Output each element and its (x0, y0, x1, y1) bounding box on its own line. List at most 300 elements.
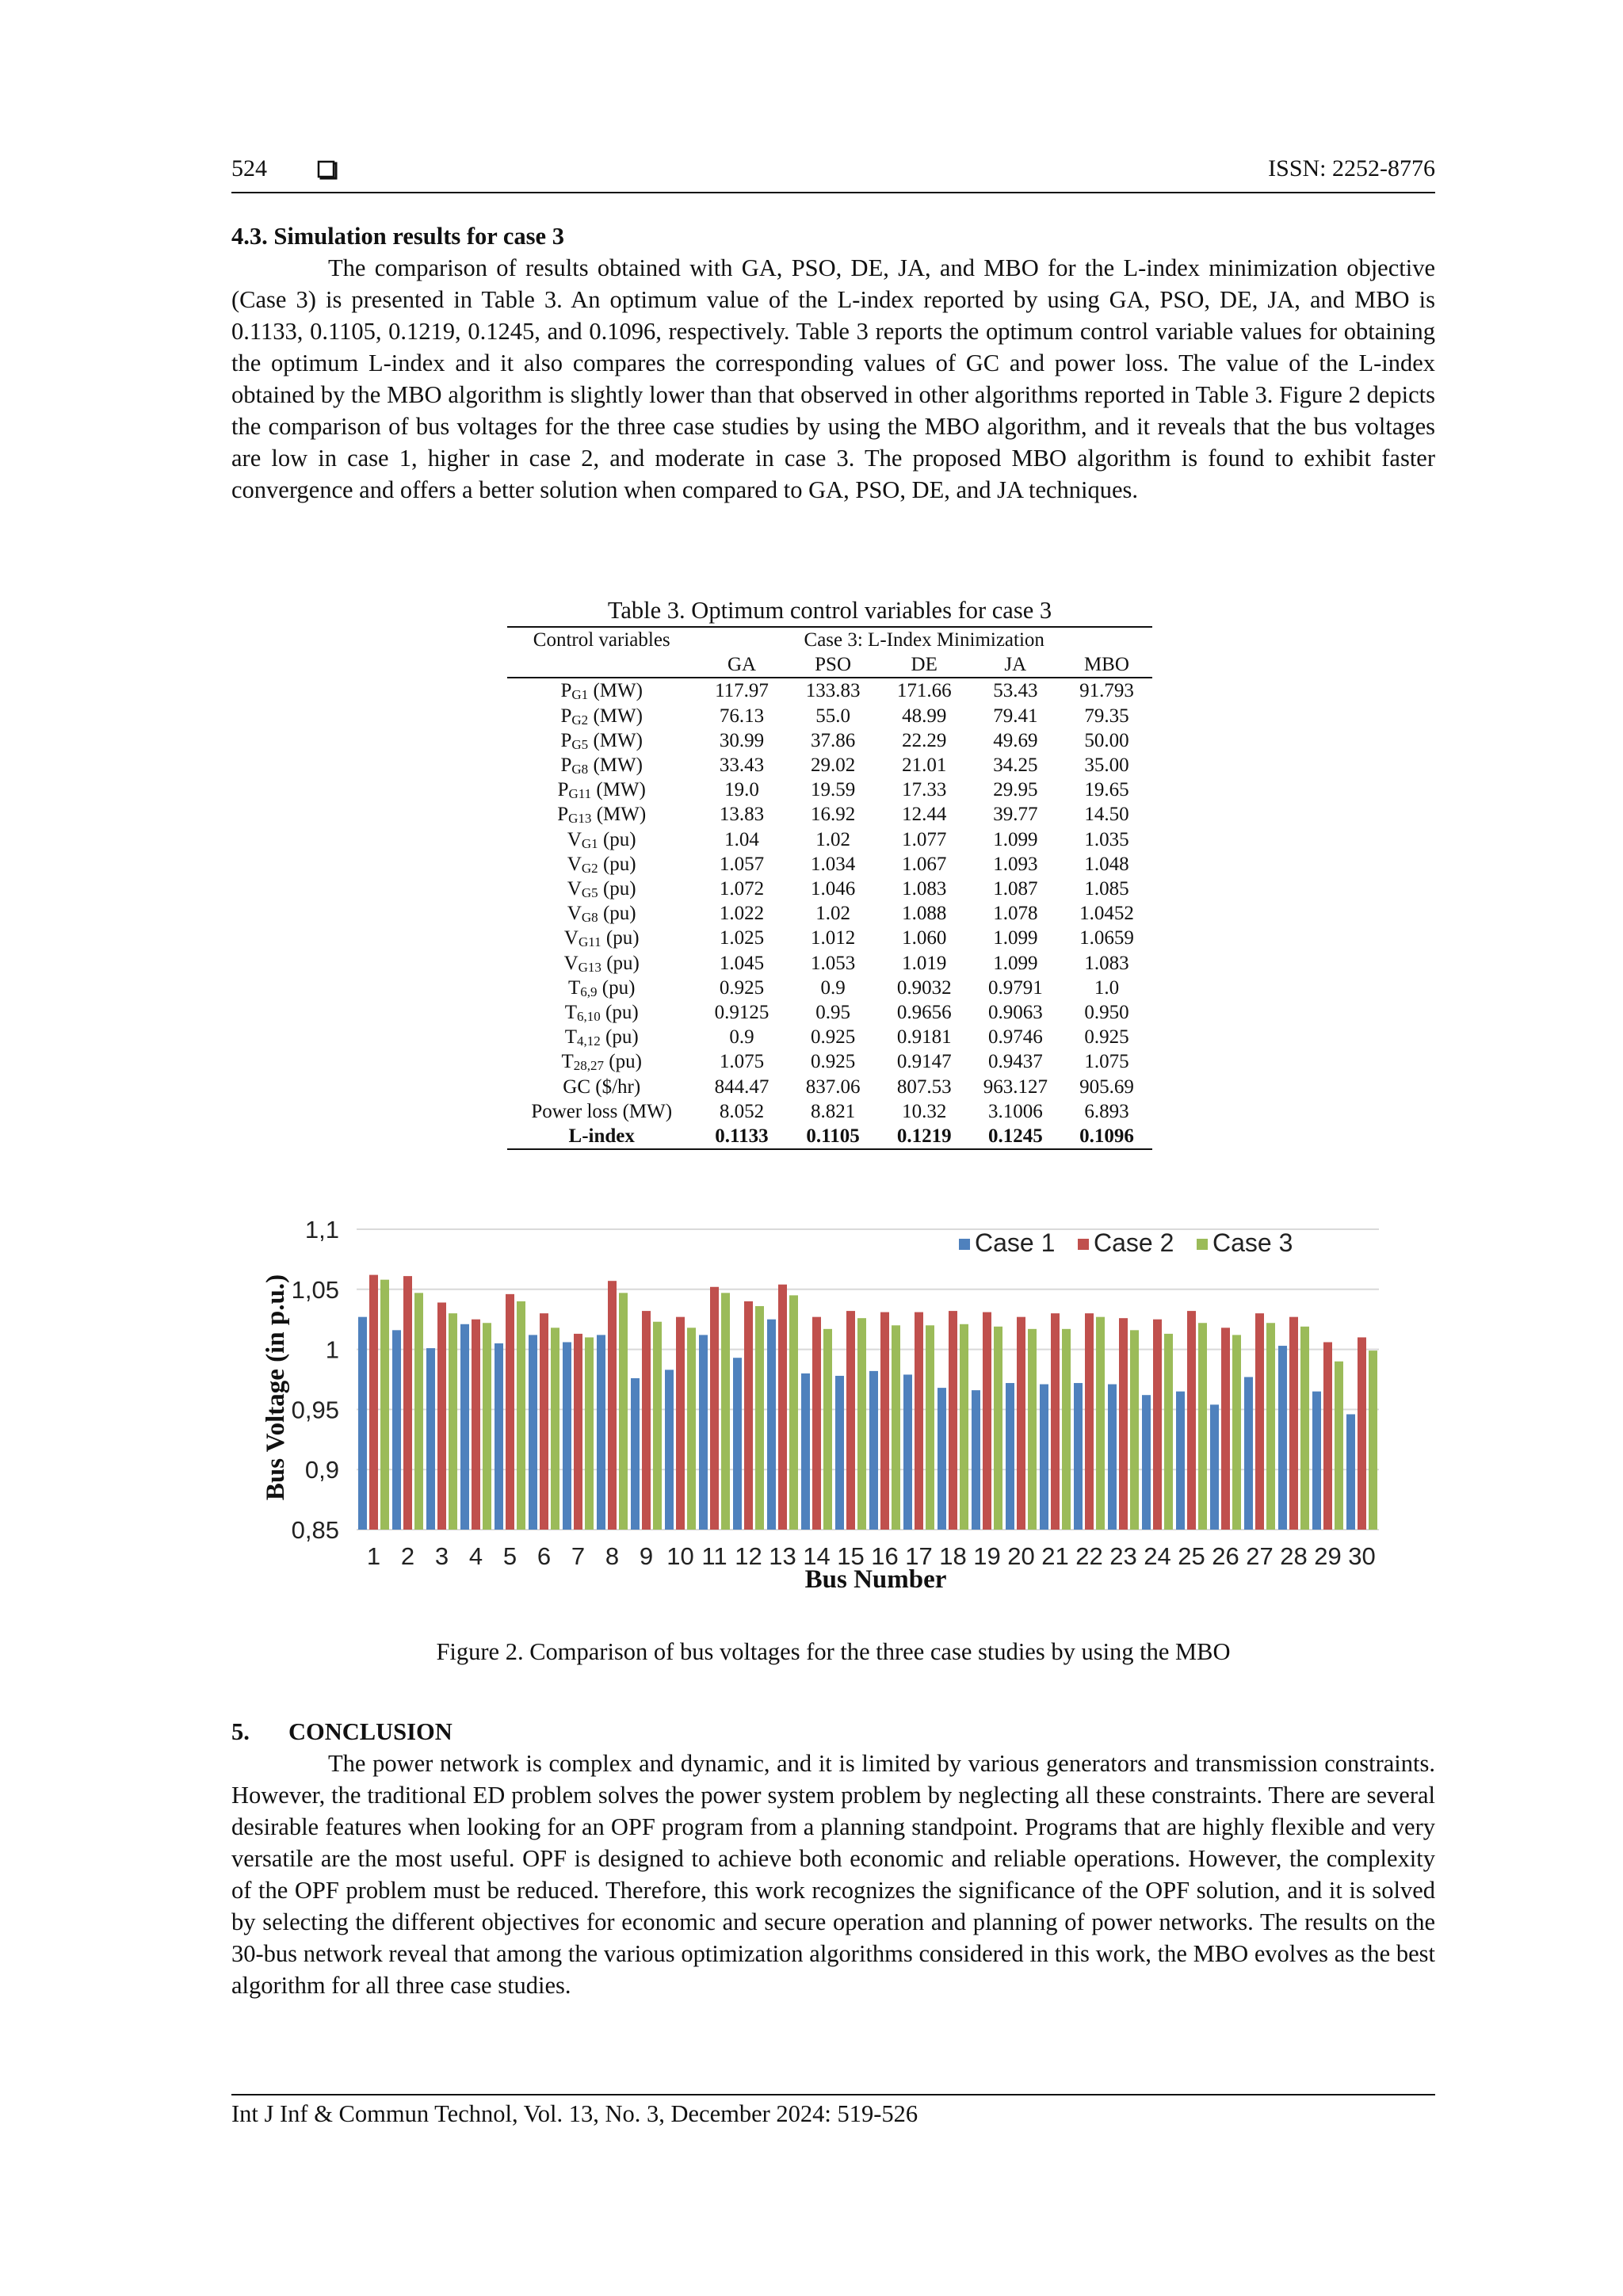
bar-case-3 (1300, 1327, 1309, 1530)
table-cell: 1.02 (815, 828, 850, 850)
bar-case-2 (1187, 1311, 1196, 1530)
row-label-unit: (MW) (588, 705, 643, 727)
bar-case-2 (1323, 1343, 1332, 1530)
table-cell: 1.099 (993, 927, 1038, 949)
table-row (507, 926, 1152, 950)
x-tick-label: 16 (871, 1542, 899, 1570)
bar-case-1 (1142, 1395, 1151, 1530)
table-cell: 0.9437 (987, 1051, 1043, 1073)
bar-case-1 (801, 1373, 810, 1530)
y-tick-label: 0,85 (291, 1516, 339, 1544)
row-label-base: GC ($/hr) (563, 1075, 641, 1098)
section-paragraph: The power network is complex and dynamic, and it is limited by various generators and transmission constraints. However, the traditional ED problem solves the power system problem by neglecting all these constraints. There are several desirable features when looking for an OPF program from a planning standpoint. Programs that are highly flexible and very versatile are the most useful. OPF is designed to achieve both economic and reliable operations. However, the complexity of the OPF problem must be reduced. Therefore, this work recognizes the significance of the OPF solution, and it is solved by selecting the different objectives for economic and secure operation and planning of power networks. The results on the 30-bus network reveal that among the various optimization algorithms considered in this work, the MBO evolves as the best algorithm for all three case studies. (231, 1750, 1435, 1999)
table-cell: 29.02 (810, 755, 856, 777)
row-label-base: V (567, 903, 582, 925)
bar-case-3 (380, 1280, 389, 1530)
table-cell: 0.925 (810, 1026, 856, 1049)
row-label-unit: (pu) (598, 903, 636, 925)
bar-case-1 (1278, 1346, 1287, 1530)
row-label-base: P (557, 779, 569, 801)
table-row (507, 852, 1152, 877)
bar-case-1 (1244, 1377, 1253, 1530)
x-tick-label: 11 (701, 1542, 727, 1570)
bar-case-3 (823, 1329, 832, 1530)
row-label-unit: (pu) (601, 927, 640, 949)
legend-label: Case 3 (1212, 1228, 1293, 1257)
row-label-base: V (567, 878, 582, 900)
section-title: CONCLUSION (288, 1718, 453, 1745)
group-header: Case 3: L-Index Minimization (804, 629, 1044, 651)
x-tick-label: 23 (1109, 1542, 1137, 1570)
table-row (507, 1000, 1152, 1025)
bar-case-2 (437, 1302, 446, 1530)
bar-case-3 (585, 1337, 594, 1530)
bar-case-2 (1255, 1313, 1264, 1530)
table-cell: 76.13 (719, 705, 765, 727)
table-cell: 8.052 (719, 1100, 765, 1122)
section-5 (231, 1716, 1435, 2001)
table-cell: 0.1105 (806, 1125, 860, 1148)
table-row (507, 728, 1152, 753)
legend-label: Case 1 (975, 1228, 1056, 1257)
x-tick-label: 28 (1280, 1542, 1308, 1570)
row-label (507, 1124, 696, 1149)
row-label-unit: (pu) (597, 976, 636, 999)
footer-rule (231, 2094, 1435, 2095)
table-cell: 21.01 (902, 755, 947, 777)
y-tick-label: 1 (325, 1335, 339, 1364)
table-row (507, 777, 1152, 802)
bar-case-3 (857, 1318, 866, 1530)
table-cell: 1.085 (1084, 878, 1129, 900)
bar-case-1 (460, 1324, 469, 1530)
bar-case-3 (1266, 1323, 1275, 1530)
table-row (507, 901, 1152, 926)
row-label-subscript: G8 (571, 762, 589, 777)
bar-case-3 (926, 1325, 934, 1530)
row-label-subscript: G2 (571, 712, 589, 728)
bar-case-2 (846, 1311, 855, 1530)
bar-case-2 (1119, 1318, 1128, 1530)
bar-case-2 (506, 1294, 514, 1530)
row-label-subscript: G13 (578, 959, 601, 975)
table-cell: 19.0 (724, 779, 759, 801)
x-tick-label: 21 (1041, 1542, 1069, 1570)
bar-case-3 (483, 1323, 491, 1530)
row-label (507, 951, 696, 976)
x-tick-label: 15 (837, 1542, 865, 1570)
bar-case-3 (414, 1293, 423, 1530)
row-label-subscript: G2 (581, 860, 598, 876)
bar-case-2 (710, 1287, 719, 1530)
table-cell: 0.1133 (715, 1125, 769, 1148)
table-cell: 1.048 (1084, 853, 1129, 875)
table-cell: 3.1006 (987, 1100, 1043, 1122)
bar-case-2 (472, 1320, 480, 1530)
algorithm-header: GA (727, 654, 757, 676)
row-label-subscript: G8 (581, 910, 598, 926)
algorithm-header: MBO (1083, 654, 1129, 676)
row-label-subscript: G1 (571, 687, 589, 703)
table-cell: 1.072 (719, 878, 765, 900)
row-label-base: Power loss (MW) (531, 1100, 673, 1122)
algorithm-header: PSO (815, 654, 852, 676)
bar-case-1 (665, 1370, 674, 1530)
bar-case-1 (1074, 1383, 1083, 1530)
table-cell: 14.50 (1084, 804, 1129, 826)
row-label-unit: (MW) (588, 755, 643, 777)
table-cell: 117.97 (715, 680, 769, 702)
row-label-unit: (pu) (598, 853, 636, 875)
table-cell: 19.65 (1084, 779, 1129, 801)
table-cell: 37.86 (810, 729, 856, 751)
table-cell: 1.04 (724, 828, 759, 850)
row-label-base: P (560, 729, 572, 751)
row-label-unit: (MW) (588, 729, 643, 751)
issn: ISSN: 2252-8776 (1268, 155, 1435, 181)
bar-case-2 (403, 1276, 412, 1530)
row-label-subscript: G1 (581, 835, 598, 851)
row-label (507, 728, 696, 753)
table-cell: 0.925 (810, 1051, 856, 1073)
table-row (507, 976, 1152, 1000)
table-cell: 0.95 (815, 1002, 850, 1024)
row-label-unit: (pu) (600, 1026, 639, 1049)
bar-case-3 (1198, 1323, 1207, 1530)
row-label-unit: (MW) (588, 680, 643, 702)
bar-case-3 (687, 1328, 696, 1530)
table-cell: 55.0 (815, 705, 850, 727)
x-tick-label: 2 (400, 1542, 415, 1570)
bar-case-3 (1232, 1335, 1241, 1530)
table-cell: 837.06 (805, 1075, 861, 1098)
table-row (507, 1099, 1152, 1124)
page-number: 524 (231, 155, 267, 181)
row-label (507, 926, 696, 950)
table-row (507, 1025, 1152, 1049)
bar-case-3 (517, 1301, 525, 1530)
bar-case-2 (574, 1334, 582, 1530)
bar-case-2 (1358, 1337, 1366, 1530)
bar-case-2 (642, 1311, 651, 1530)
table-cell: 133.83 (805, 680, 861, 702)
bar-case-1 (358, 1317, 367, 1530)
table-cell: 1.099 (993, 828, 1038, 850)
row-label-subscript: G11 (578, 934, 601, 950)
row-label-base: V (567, 828, 582, 850)
table-cell: 0.9125 (714, 1002, 769, 1024)
legend-swatch (959, 1239, 970, 1250)
table-cell: 1.083 (1084, 952, 1129, 974)
table-row (507, 951, 1152, 976)
table-cell: 171.66 (896, 680, 952, 702)
table-cell: 1.099 (993, 952, 1038, 974)
x-tick-label: 1 (366, 1542, 381, 1570)
row-label (507, 1075, 696, 1099)
bar-case-3 (1062, 1329, 1071, 1530)
x-tick-label: 4 (468, 1542, 483, 1570)
table-cell: 22.29 (902, 729, 947, 751)
x-tick-label: 5 (502, 1542, 517, 1570)
row-label (507, 678, 696, 703)
table-cell: 1.019 (902, 952, 947, 974)
table-cell: 1.053 (810, 952, 856, 974)
row-label-unit: (pu) (601, 952, 640, 974)
bar-case-3 (1028, 1329, 1037, 1530)
table-cell: 0.1096 (1079, 1125, 1134, 1148)
bar-case-1 (631, 1378, 640, 1530)
table-cell: 905.69 (1079, 1075, 1134, 1098)
results-table (507, 626, 1152, 1150)
legend-label: Case 2 (1094, 1228, 1174, 1257)
x-tick-label: 9 (639, 1542, 654, 1570)
bar-case-1 (699, 1335, 708, 1530)
bar-case-1 (903, 1374, 912, 1530)
row-label-unit: (pu) (598, 828, 636, 850)
bar-case-3 (449, 1313, 457, 1530)
figure-caption: Figure 2. Comparison of bus voltages for the three case studies by using the MBO (436, 1638, 1231, 1665)
x-tick-label: 3 (434, 1542, 449, 1570)
table-cell: 1.060 (902, 927, 947, 949)
table-cell: 963.127 (983, 1075, 1048, 1098)
table-cell: 0.9181 (896, 1026, 952, 1049)
table-cell: 29.95 (993, 779, 1038, 801)
bar-case-2 (1221, 1328, 1230, 1530)
table-row (507, 1049, 1152, 1074)
bar-case-3 (1335, 1362, 1343, 1530)
bar-case-1 (1210, 1404, 1219, 1530)
bar-case-1 (1346, 1414, 1355, 1530)
x-tick-label: 27 (1246, 1542, 1274, 1570)
row-label (507, 1000, 696, 1025)
table-cell: 1.088 (902, 903, 947, 925)
section-heading (231, 1716, 1435, 1748)
table-cell: 1.075 (1084, 1051, 1129, 1073)
table-cell: 12.44 (902, 804, 947, 826)
x-tick-label: 6 (537, 1542, 552, 1570)
bar-case-1 (1176, 1392, 1185, 1530)
bar-case-3 (1164, 1334, 1173, 1530)
row-label (507, 753, 696, 777)
row-label-unit: (pu) (600, 1002, 639, 1024)
bar-case-2 (1017, 1317, 1025, 1530)
row-label (507, 901, 696, 926)
row-label-subscript: 28,27 (573, 1058, 605, 1074)
row-label (507, 704, 696, 728)
x-tick-label: 8 (605, 1542, 620, 1570)
row-label (507, 1099, 696, 1124)
table-cell: 0.1219 (896, 1125, 952, 1148)
table-cell: 0.9147 (896, 1051, 952, 1073)
table-cell: 1.02 (815, 903, 850, 925)
table-cell: 1.012 (810, 927, 856, 949)
header-rule (231, 192, 1435, 193)
x-tick-label: 12 (735, 1542, 762, 1570)
table-cell: 1.067 (902, 853, 947, 875)
bar-case-2 (744, 1301, 753, 1530)
x-tick-label: 24 (1144, 1542, 1171, 1570)
x-tick-label: 10 (666, 1542, 694, 1570)
table-row (507, 827, 1152, 852)
y-tick-label: 0,9 (304, 1456, 339, 1484)
bar-case-3 (960, 1324, 968, 1530)
bar-case-2 (608, 1281, 617, 1530)
algorithm-header: JA (1004, 654, 1027, 676)
bar-case-2 (1153, 1320, 1162, 1530)
table-row (507, 802, 1152, 827)
row-label-subscript: 4,12 (577, 1033, 601, 1049)
bar-case-3 (755, 1306, 764, 1530)
table-cell: 0.925 (719, 976, 765, 999)
table-row (507, 877, 1152, 901)
bar-case-2 (1289, 1317, 1298, 1530)
bar-case-3 (789, 1295, 798, 1530)
table-cell: 30.99 (719, 729, 765, 751)
x-tick-label: 22 (1075, 1542, 1103, 1570)
x-tick-label: 19 (973, 1542, 1001, 1570)
row-label-base: P (560, 680, 572, 702)
table-cell: 0.925 (1084, 1026, 1129, 1049)
bar-case-1 (563, 1343, 571, 1530)
row-label (507, 877, 696, 901)
table-cell: 0.9791 (987, 976, 1043, 999)
table-cell: 34.25 (993, 755, 1038, 777)
table-cell: 0.9 (820, 976, 846, 999)
bar-case-1 (495, 1343, 503, 1530)
table-cell: 16.92 (810, 804, 856, 826)
bar-case-2 (369, 1275, 378, 1530)
row-label-base: T (564, 1026, 578, 1049)
bar-case-3 (1369, 1350, 1377, 1530)
table-cell: 33.43 (719, 755, 765, 777)
table-3 (507, 596, 1152, 1150)
table-cell: 39.77 (993, 804, 1038, 826)
bar-case-2 (676, 1317, 685, 1530)
bar-case-3 (1096, 1317, 1105, 1530)
table-cell: 13.83 (719, 804, 765, 826)
table-cell: 1.034 (810, 853, 856, 875)
bar-case-1 (1108, 1385, 1117, 1530)
x-tick-label: 18 (939, 1542, 967, 1570)
bar-case-3 (994, 1327, 1002, 1530)
footer-citation: Int J Inf & Commun Technol, Vol. 13, No. 3, December 2024: 519-526 (231, 2100, 918, 2127)
bus-voltage-chart (254, 1217, 1395, 1621)
row-label-base: P (560, 755, 572, 777)
bar-case-3 (551, 1328, 559, 1530)
table-cell: 10.32 (902, 1100, 947, 1122)
row-label-base: T (561, 1051, 574, 1073)
bar-case-1 (426, 1348, 435, 1530)
bar-case-1 (972, 1390, 980, 1530)
row-label-subscript: G11 (568, 786, 592, 802)
table-cell: 1.046 (810, 878, 856, 900)
legend-swatch (1078, 1239, 1089, 1250)
row-label-unit: (MW) (591, 779, 646, 801)
table-caption: Table 3. Optimum control variables for case 3 (607, 597, 1052, 624)
checkbox-icon (317, 158, 339, 180)
row-label-subscript: 6,10 (577, 1009, 601, 1025)
table-cell: 1.025 (719, 927, 765, 949)
bar-case-3 (721, 1293, 730, 1530)
table-cell: 48.99 (902, 705, 947, 727)
table-cell: 35.00 (1084, 755, 1129, 777)
table-cell: 50.00 (1084, 729, 1129, 751)
row-label-base: V (563, 927, 579, 949)
x-tick-label: 7 (571, 1542, 586, 1570)
x-axis-label: Bus Number (804, 1565, 947, 1594)
table-cell: 17.33 (902, 779, 947, 801)
bar-case-1 (869, 1371, 878, 1530)
bar-case-3 (892, 1325, 900, 1530)
row-label (507, 976, 696, 1000)
row-label-subscript: 6,9 (580, 984, 598, 999)
table-cell: 0.9 (729, 1026, 754, 1049)
table-cell: 1.0659 (1079, 927, 1134, 949)
chart-svg (254, 1217, 1395, 1621)
table-cell: 6.893 (1084, 1100, 1129, 1122)
x-tick-label: 26 (1212, 1542, 1239, 1570)
table-cell: 1.022 (719, 903, 765, 925)
table-row (507, 753, 1152, 777)
bar-case-1 (1312, 1392, 1321, 1530)
table-cell: 0.9746 (987, 1026, 1043, 1049)
x-tick-label: 17 (905, 1542, 933, 1570)
bar-case-2 (915, 1312, 923, 1530)
x-tick-label: 30 (1348, 1542, 1376, 1570)
row-label-subscript: G5 (581, 885, 598, 901)
row-label-base: T (564, 1002, 578, 1024)
bar-case-1 (767, 1320, 776, 1530)
bar-case-2 (1051, 1313, 1060, 1530)
table-cell: 49.69 (993, 729, 1038, 751)
y-tick-label: 1,05 (291, 1275, 339, 1304)
table-cell: 1.035 (1084, 828, 1129, 850)
table-row (507, 1075, 1152, 1099)
table-cell: 79.41 (993, 705, 1038, 727)
x-tick-label: 25 (1178, 1542, 1205, 1570)
table-cell: 807.53 (896, 1075, 952, 1098)
table-cell: 0.9032 (896, 976, 952, 999)
bar-case-1 (938, 1388, 946, 1530)
row-label (507, 777, 696, 802)
bar-case-2 (778, 1285, 787, 1530)
table-cell: 91.793 (1079, 680, 1134, 702)
table-row (507, 1124, 1152, 1149)
legend-swatch (1197, 1239, 1208, 1250)
table-cell: 19.59 (810, 779, 856, 801)
bar-case-1 (1006, 1383, 1014, 1530)
section-number: 5. (231, 1718, 250, 1745)
bar-case-1 (835, 1376, 844, 1530)
table-cell: 0.950 (1084, 1002, 1129, 1024)
y-tick-label: 1,1 (304, 1217, 339, 1244)
table-cell: 1.077 (902, 828, 947, 850)
bar-case-2 (1085, 1313, 1094, 1530)
row-label-base: L-index (568, 1125, 635, 1148)
row-label (507, 802, 696, 827)
algorithm-header: DE (911, 654, 938, 676)
table-cell: 1.075 (719, 1051, 765, 1073)
bar-case-1 (597, 1335, 605, 1530)
row-label-unit: (MW) (591, 804, 647, 826)
x-tick-label: 14 (803, 1542, 831, 1570)
table-cell: 8.821 (810, 1100, 856, 1122)
row-label-base: V (567, 853, 582, 875)
table-cell: 1.078 (993, 903, 1038, 925)
bar-case-2 (540, 1313, 548, 1530)
table-row (507, 678, 1152, 703)
row-label (507, 1049, 696, 1074)
